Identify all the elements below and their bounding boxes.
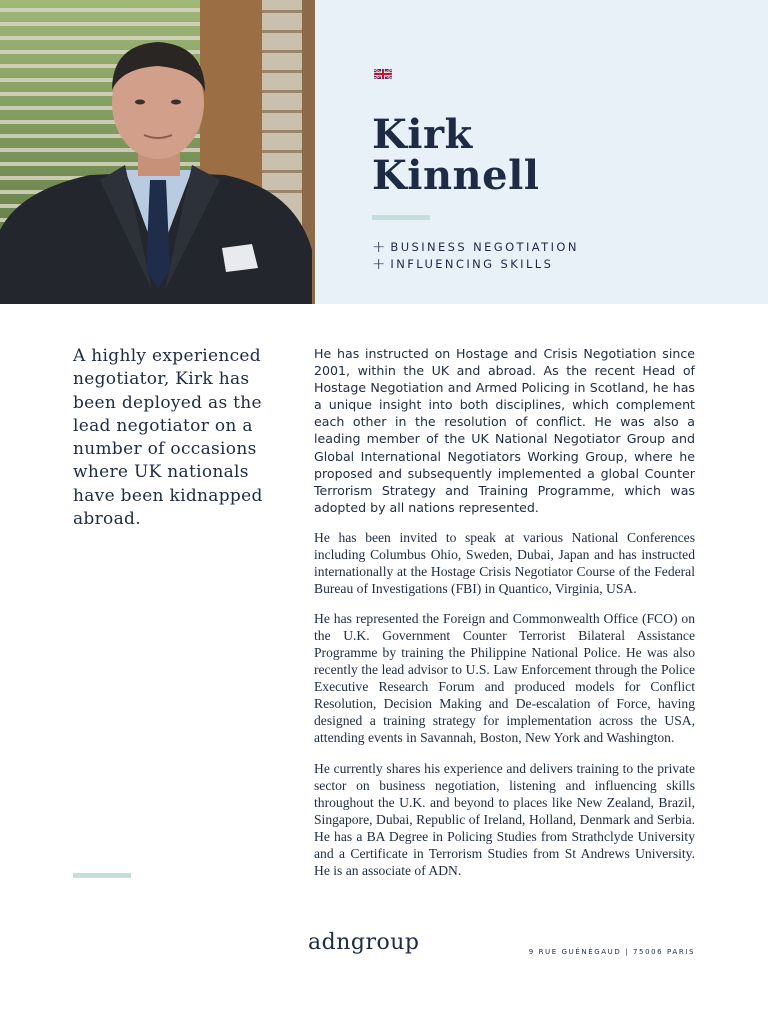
footer-address: 9 RUE GUÉNÉGAUD | 75006 PARIS [528,948,695,956]
skills-list [372,239,579,272]
first-name: Kirk [372,111,473,158]
skill-item [372,239,579,256]
portrait-illustration [0,0,315,304]
skill-label: BUSINESS NEGOTIATION [390,240,579,254]
side-accent-bar [73,873,131,878]
bio-paragraph: He currently shares his experience and delivers training to the private sector on business negotiation, listening and influencing skills throughout the U.K. and beyond to places like New Zealand, Brazil, Singapore, Dubai, Republic of Ireland, Holland, Denmark and Serbia. He has a BA Degree in Policing Studies from Strathclyde University and a Certificate in Terrorism Studies from St Andrews University. He is an associate of ADN. [314,760,695,878]
skill-item [372,253,579,273]
uk-flag-icon [374,69,392,79]
skill-label: INFLUENCING SKILLS [390,256,554,271]
header-accent-bar [372,215,430,220]
lead-paragraph: He has instructed on Hostage and Crisis Negotiation since 2001, within the UK and abroad. As the recent Head of Hostage Negotiation and Armed Policing in Scotland, he has a unique insight into both disciplines, which complement each other in the resolution of conflict. He was also a leading member of the UK National Negotiator Group and Global International Negotiators Working Group, where he proposed and subsequently implemented a global Counter Terrorism Strategy and Training Programme, which was adopted by all nations represented. [314,346,695,515]
biography [314,345,695,892]
pull-quote: A highly experienced negotiator, Kirk has been deployed as the lead negotiator on a number of occasions where UK nationals have been kidnapped abroad. [73,346,263,530]
hero-panel [315,0,768,304]
portrait-photo [0,0,315,304]
bio-paragraph: He has been invited to speak at various National Conferences including Columbus Ohio, Sweden, Dubai, Japan and has instructed internationally at the Hostage Crisis Negotiator Course of the Federal Bureau of Investigations (FBI) in Quantico, Virginia, USA. [314,529,695,596]
person-name [372,111,540,199]
last-name: Kinnell [372,152,540,199]
plus-icon: + [372,237,386,257]
company-logo: adngroup [308,930,420,955]
plus-icon: + [372,253,386,273]
bio-paragraph: He has represented the Foreign and Commonwealth Office (FCO) on the U.K. Government Counter Terrorist Bilateral Assistance Programme by training the Philippine National Police. He was also recently the lead advisor to U.S. Law Enforcement through the Police Executive Research Forum and produced models for Conflict Resolution, Decision Making and De-escalation of Force, having designed a training strategy for implementation across the USA, attending events in Savannah, Boston, New York and Washington. [314,610,695,745]
